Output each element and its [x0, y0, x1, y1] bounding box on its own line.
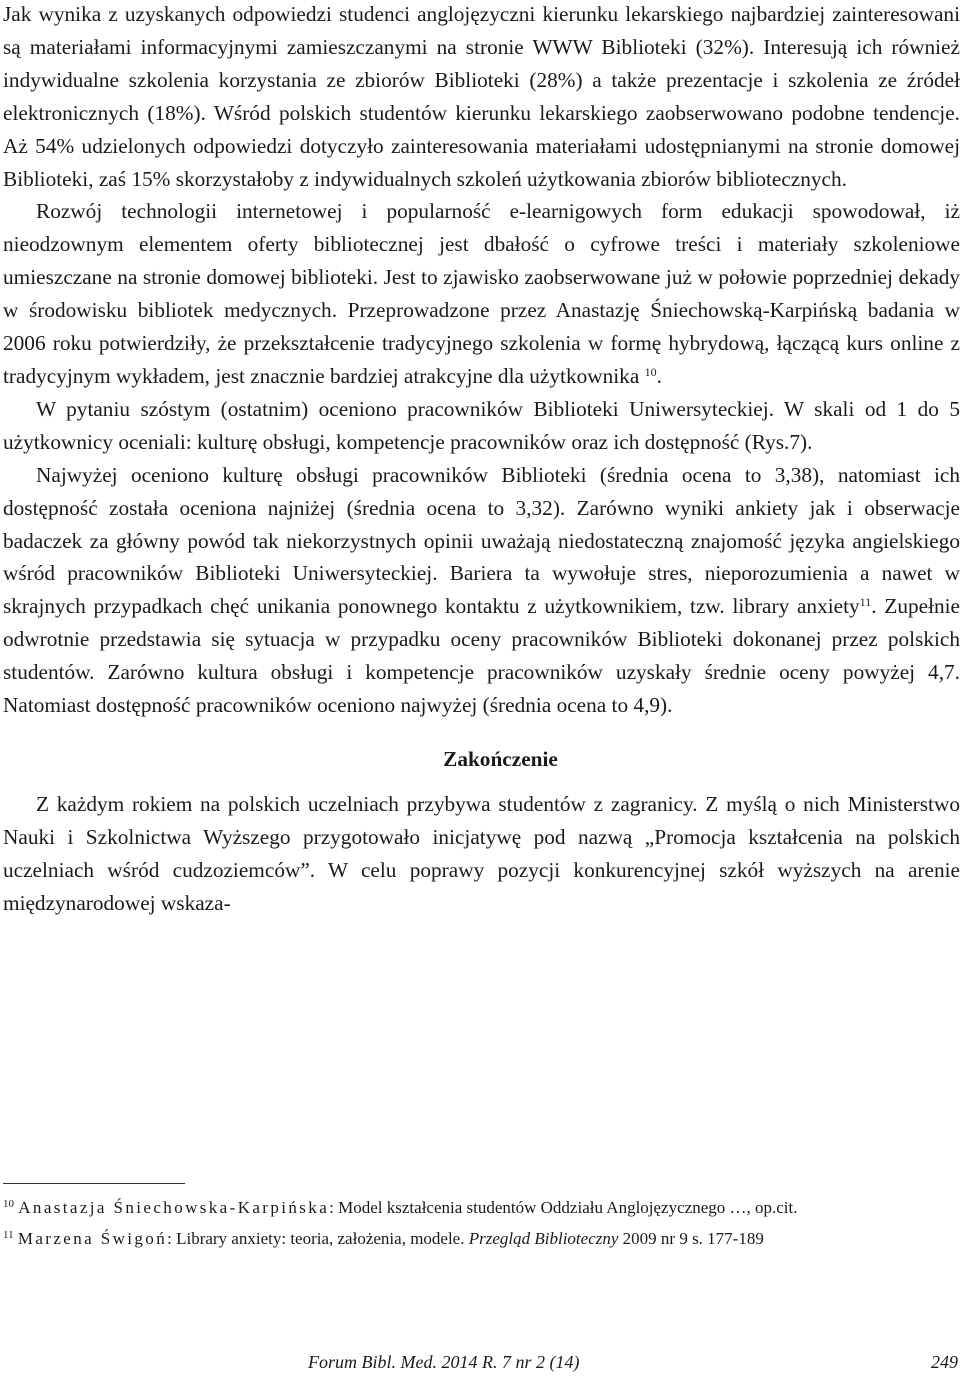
paragraph-5 — [3, 788, 960, 920]
footnotes — [3, 1195, 960, 1252]
footnote-10 — [3, 1195, 960, 1221]
footnote-ref-11[interactable]: 11 — [859, 595, 872, 610]
footnote-10-author: Anastazja Śniechowska-Karpińska — [18, 1198, 330, 1217]
footnote-10-text: : Model kształcenia studentów Oddziału Anglojęzycznego …, op.cit. — [329, 1198, 798, 1217]
footnote-11-author: Marzena Świgoń — [17, 1229, 168, 1248]
footer-journal: Forum Bibl. Med. 2014 R. 7 nr 2 (14) — [308, 1352, 580, 1372]
paragraph-5-text: Z każdym rokiem na polskich uczelniach przybywa studentów z zagranicy. Z myślą o nich Ministerstwo Nauki i Szkolnictwa Wyższego przygotowało inicjatywę pod nazwą „Promocja kształcenia na polskich uczelniach wśród cudzoziemców”. W celu poprawy pozycji konkurencyjnej szkół wyższych na arenie międzynarodowej wskaza- — [3, 791, 960, 915]
paragraph-4 — [3, 459, 960, 722]
footnote-11-journal: Przegląd Biblioteczny — [468, 1229, 619, 1248]
footnote-ref-10[interactable]: 10 — [644, 364, 657, 379]
footnote-ref-11-period: . — [871, 594, 877, 619]
footnote-11-text: : Library anxiety: teoria, założenia, modele. — [167, 1229, 469, 1248]
section-heading: Zakończenie — [443, 746, 558, 771]
body-text — [3, 0, 960, 919]
paragraph-4-text: Najwyżej oceniono kulturę obsługi pracowników Biblioteki (średnia ocena to 3,38), natomiast ich dostępność została oceniona najniżej (średnia ocena to 3,32). Zarówno wyniki ankiety jak i obserwacje badaczek za główny powód tak niekorzystnych opinii uważają niedostateczną znajomość języka angielskiego wśród pracowników Biblioteki Uniwersyteckiej. Bariera ta wywołuje stres, nieporozumienia a nawet w skrajnych przypadkach chęć unikania ponownego kontaktu z użytkownikiem, tzw. library anxiety — [3, 462, 960, 619]
paragraph-2 — [3, 195, 960, 392]
page-number: 249 — [931, 1352, 958, 1372]
paragraph-3 — [3, 393, 960, 459]
paragraph-1-text: Jak wynika z uzyskanych odpowiedzi studenci anglojęzyczni kierunku lekarskiego najbardziej zainteresowani są materiałami informacyjnymi zamieszczanymi na stronie WWW Biblioteki (32%). Interesują ich również indywidualne szkolenia korzystania ze zbiorów Biblioteki (28%) a także prezentacje i szkolenia ze źródeł elektronicznych (18%). Wśród polskich studentów kierunku lekarskiego zaobserwowano podobne tendencje. Aż 54% udzielonych odpowiedzi dotyczyło zainteresowania materiałami udostępnianymi na stronie domowej Biblioteki, zaś 15% skorzystałoby z indywidualnych szkoleń użytkowania zbiorów bibliotecznych. — [3, 2, 960, 191]
footnote-11-number: 11 — [3, 1229, 14, 1241]
paragraph-1 — [3, 0, 960, 195]
footnote-11-tail: 2009 nr 9 s. 177-189 — [618, 1229, 764, 1248]
paragraph-2-text: Rozwój technologii internetowej i popularność e-learnigowych form edukacji spowodował, iż nieodzownym elementem oferty bibliotecznej jest dbałość o cyfrowe treści i materiały szkoleniowe umieszczane na stronie domowej biblioteki. Jest to zjawisko zaobserwowane już w połowie poprzedniej dekady w środowisku bibliotek medycznych. Przeprowadzone przez Anastazję Śniechowską-Karpińską badania w 2006 roku potwierdziły, że przekształcenie tradycyjnego szkolenia w formę hybrydową, łączącą kurs online z tradycyjnym wykładem, jest znacznie bardziej atrakcyjne dla użytkownika — [3, 199, 960, 388]
footnote-10-number: 10 — [3, 1198, 14, 1210]
footnote-11 — [3, 1226, 960, 1252]
footnote-separator — [3, 1183, 185, 1184]
paragraph-4-text-cont: Zupełnie odwrotnie przedstawia się sytuacja w przypadku oceny pracowników Biblioteki dokonanej przez polskich studentów. Zarówno kultura obsługi i kompetencje pracowników uzyskały średnie oceny powyżej 4,7. Natomiast dostępność pracowników oceniono najwyżej (średnia ocena to 4,9). — [3, 594, 960, 718]
paragraph-3-text: W pytaniu szóstym (ostatnim) oceniono pracowników Biblioteki Uniwersyteckiej. W skali od 1 do 5 użytkownicy oceniali: kulturę obsługi, kompetencje pracowników oraz ich dostępność (Rys.7). — [3, 396, 960, 454]
footnote-ref-10-period: . — [656, 363, 662, 388]
